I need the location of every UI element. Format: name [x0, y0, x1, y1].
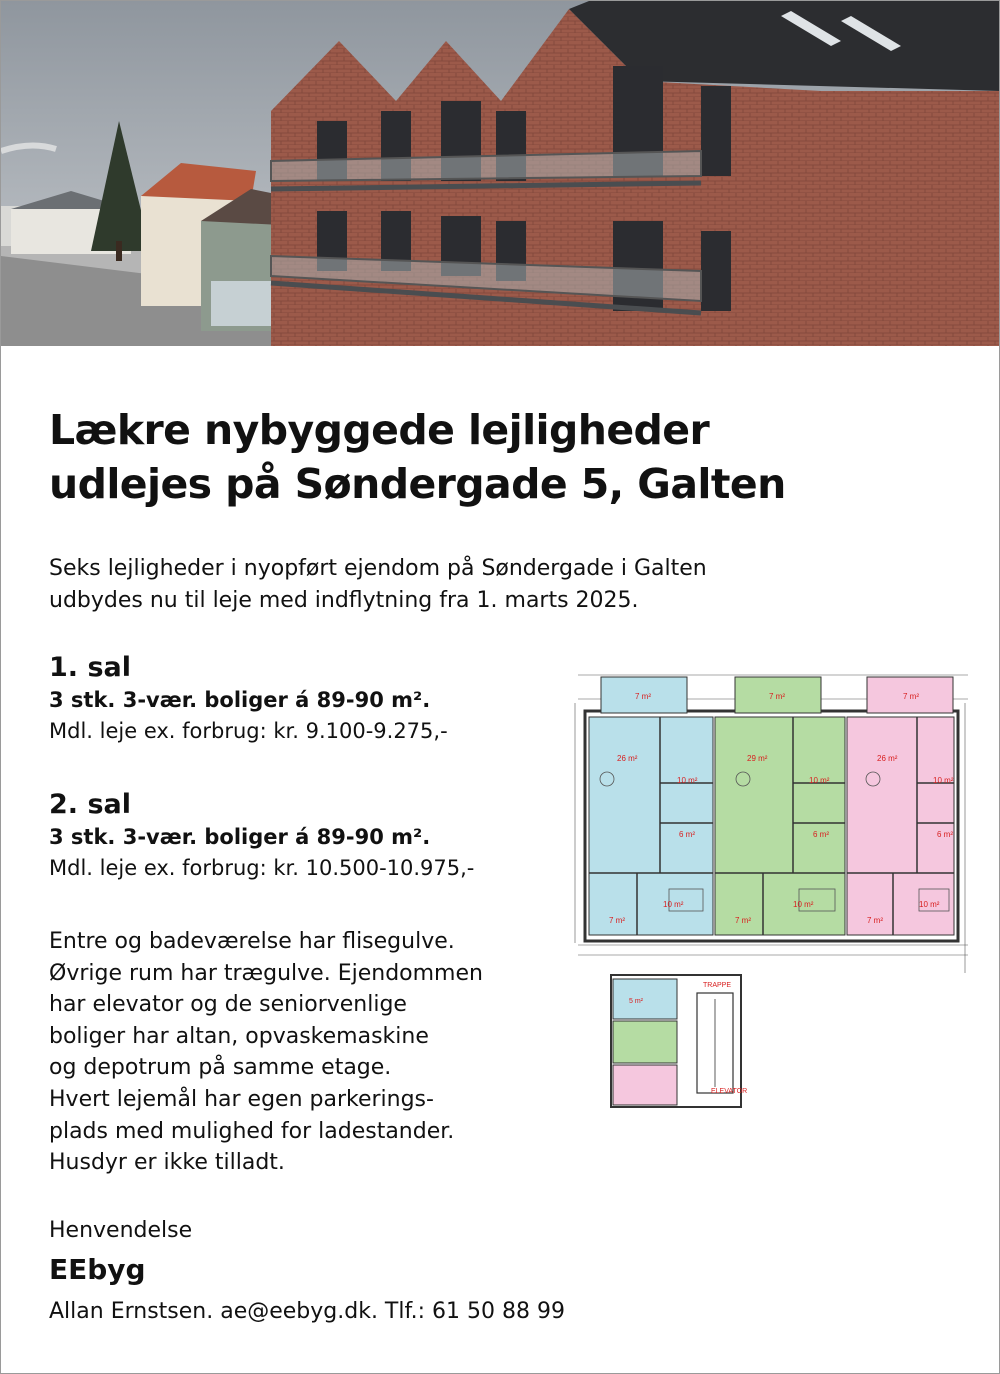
floor-1-section [49, 651, 448, 747]
unit-2-bath-area: 6 m² [813, 830, 829, 839]
contact-person: Allan Ernstsen. ae@eebyg.dk. Tlf.: 61 50 88 99 [49, 1299, 565, 1324]
elevator-label: ELEVATOR [711, 1088, 748, 1095]
intro-line-1: Seks lejligheder i nyopført ejendom på Søndergade i Galten [49, 556, 707, 581]
description-line: Øvrige rum har trægulve. Ejendommen [49, 960, 483, 986]
floor-plan [573, 663, 973, 1115]
unit-2-bedroom-bottom-area: 10 m² [793, 900, 814, 909]
description [49, 926, 569, 1179]
unit-3-living-area: 26 m² [877, 754, 898, 763]
description-line: plads med mulighed for ladestander. [49, 1118, 455, 1144]
storage-area: 5 m² [629, 998, 643, 1005]
unit-1-entry-area: 7 m² [609, 916, 625, 925]
floor-2-section [49, 788, 474, 884]
unit-3-bedroom-bottom-area: 10 m² [919, 900, 940, 909]
unit-1-living-area: 26 m² [617, 754, 638, 763]
description-line: Husdyr er ikke tilladt. [49, 1150, 285, 1176]
floor-1-heading: 1. sal [49, 652, 131, 683]
stair-storage-section [611, 975, 747, 1107]
floor-1-rent: Mdl. leje ex. forbrug: kr. 9.100-9.275,- [49, 719, 448, 743]
unit-2-entry-area: 7 m² [735, 916, 751, 925]
unit-1-bath-area: 6 m² [679, 830, 695, 839]
unit-1-balcony-area: 7 m² [635, 692, 651, 701]
stairs-label: TRAPPE [703, 982, 732, 989]
building-photo [1, 1, 999, 346]
unit-3-balcony-area: 7 m² [903, 692, 919, 701]
headline-line-1: Lækre nybyggede lejligheder [49, 406, 710, 454]
contact-section [49, 1215, 565, 1329]
floor-1-units: 3 stk. 3-vær. boliger á 89-90 m². [49, 688, 431, 712]
unit-2-balcony-area: 7 m² [769, 692, 785, 701]
headline [49, 403, 786, 511]
intro-text [49, 553, 707, 617]
floor-2-heading: 2. sal [49, 789, 131, 820]
intro-line-2: udbydes nu til leje med indflytning fra 1. marts 2025. [49, 588, 639, 613]
contact-label: Henvendelse [49, 1218, 193, 1243]
description-line: Entre og badeværelse har flisegulve. [49, 929, 455, 954]
description-line: og depotrum på samme etage. [49, 1055, 392, 1081]
company-name: EEbyg [49, 1253, 146, 1286]
unit-1-bedroom-top-area: 10 m² [677, 776, 698, 785]
description-line: har elevator og de seniorvenlige [49, 992, 407, 1018]
description-line: Hvert lejemål har egen parkerings- [49, 1086, 434, 1112]
unit-1-bedroom-bottom-area: 10 m² [663, 900, 684, 909]
unit-3-bath-area: 6 m² [937, 830, 953, 839]
floor-2-units: 3 stk. 3-vær. boliger á 89-90 m². [49, 825, 431, 849]
unit-2-living-area: 29 m² [747, 754, 768, 763]
description-line: boliger har altan, opvaskemaskine [49, 1023, 429, 1049]
headline-line-2: udlejes på Søndergade 5, Galten [49, 460, 786, 508]
unit-3-entry-area: 7 m² [867, 916, 883, 925]
floor-2-rent: Mdl. leje ex. forbrug: kr. 10.500-10.975,- [49, 856, 475, 880]
unit-2-bedroom-top-area: 10 m² [809, 776, 830, 785]
unit-3-bedroom-top-area: 10 m² [933, 776, 954, 785]
